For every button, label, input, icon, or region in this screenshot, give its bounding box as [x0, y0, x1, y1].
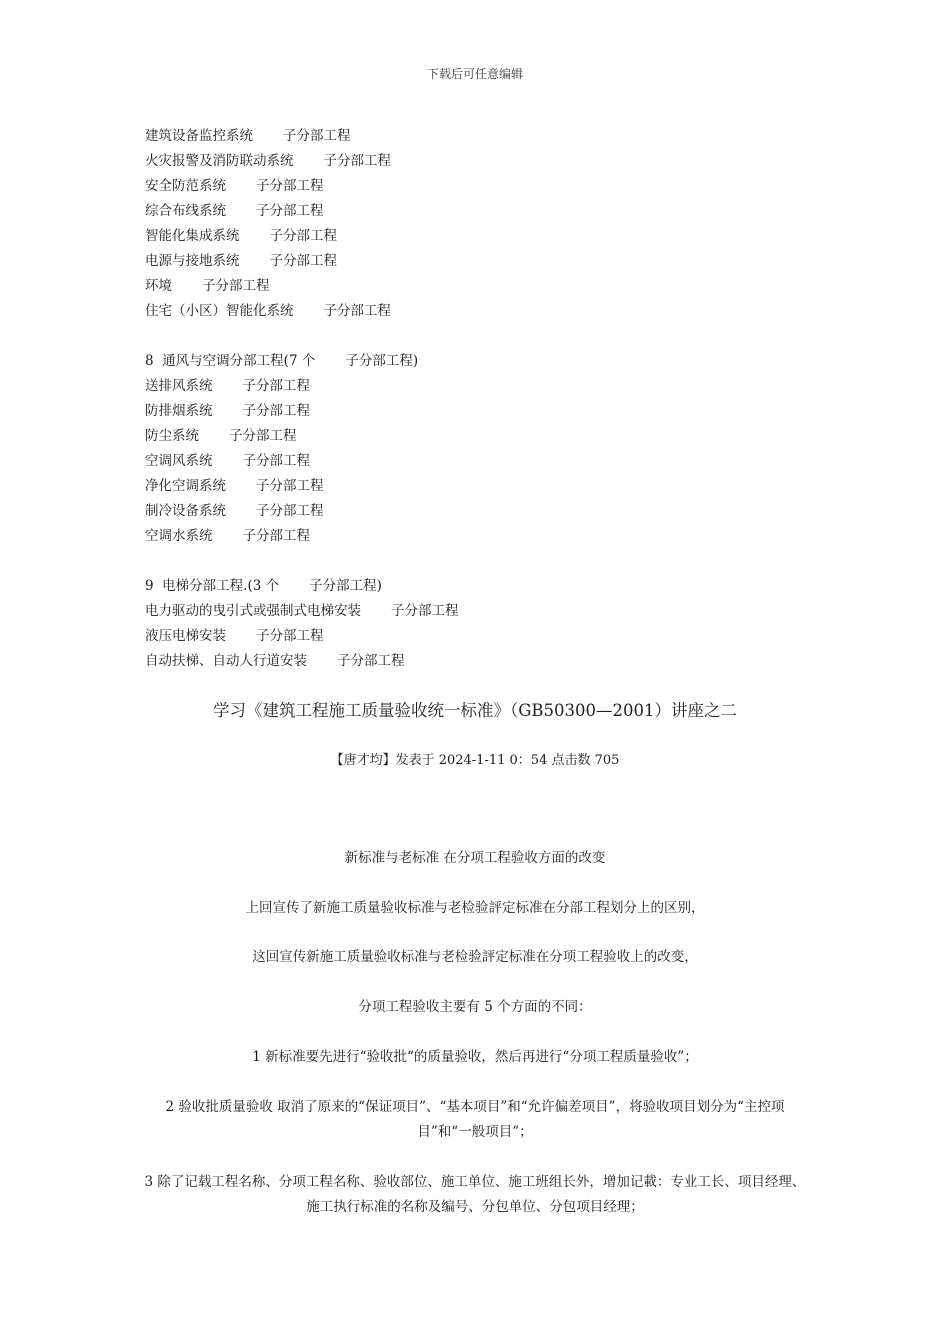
- page-header: 下载后可任意编辑: [426, 67, 523, 81]
- list-item: 防排烟系统 子分部工程: [145, 403, 310, 419]
- paragraph: 2 验收批质量验收 取消了原来的“保证项目”、“基本项目”和“允许偏差项目”，将验收项目划分为“主控项目”和“一般项目”；: [165, 1099, 785, 1140]
- list-item: 住宅（小区）智能化系统 子分部工程: [145, 303, 391, 319]
- section-heading-9: 9 电梯分部工程.(3 个 子分部工程): [145, 578, 382, 594]
- list-item: 送排风系统 子分部工程: [145, 378, 310, 394]
- list-item: 电力驱动的曳引式或强制式电梯安装 子分部工程: [145, 603, 459, 619]
- list-item: 火灾报警及消防联动系统 子分部工程: [145, 153, 391, 169]
- list-item: 空调水系统 子分部工程: [145, 528, 310, 544]
- list-item: 电源与接地系统 子分部工程: [145, 253, 337, 269]
- list-item: 自动扶梯、自动人行道安装 子分部工程: [145, 653, 405, 669]
- article-subtitle: 新标准与老标准 在分项工程验收方面的改变: [344, 850, 606, 866]
- blank-line: [145, 324, 459, 349]
- list-item: 智能化集成系统 子分部工程: [145, 228, 337, 244]
- article-title: 学习《建筑工程施工质量验收统一标准》（GB50300—2001）讲座之二: [212, 701, 738, 720]
- subdivision-list: [145, 124, 459, 674]
- blank-line: [145, 549, 459, 574]
- list-item: 制冷设备系统 子分部工程: [145, 503, 324, 519]
- list-item: 安全防范系统 子分部工程: [145, 178, 324, 194]
- paragraph: 这回宣传新施工质量验收标准与老检验評定标准在分项工程验收上的改变，: [252, 949, 698, 965]
- list-item: 液压电梯安装 子分部工程: [145, 628, 324, 644]
- list-item: 空调风系统 子分部工程: [145, 453, 310, 469]
- paragraph: 1 新标准要先进行“验收批“的质量验收，然后再进行“分项工程质量验收”；: [252, 1049, 698, 1065]
- list-item: 环境 子分部工程: [145, 278, 270, 294]
- list-item: 净化空调系统 子分部工程: [145, 478, 324, 494]
- paragraph: 3 除了记载工程名称、分项工程名称、验收部位、施工单位、施工班组长外，增加记載：专业工长、项目经理、施工执行标准的名称及编号、分包单位、分包项目经理；: [144, 1174, 806, 1215]
- paragraph: 上回宣传了新施工质量验收标准与老检验評定标准在分部工程划分上的区别，: [245, 900, 705, 916]
- article-meta: 【唐才均】发表于 2024-1-11 0：54 点击数 705: [330, 753, 620, 768]
- list-item: 防尘系统 子分部工程: [145, 428, 297, 444]
- section-heading-8: 8 通风与空调分部工程(7 个 子分部工程): [145, 353, 419, 369]
- list-item: 建筑设备监控系统 子分部工程: [145, 128, 351, 144]
- list-item: 综合布线系统 子分部工程: [145, 203, 324, 219]
- paragraph: 分项工程验收主要有 5 个方面的不同：: [358, 999, 592, 1015]
